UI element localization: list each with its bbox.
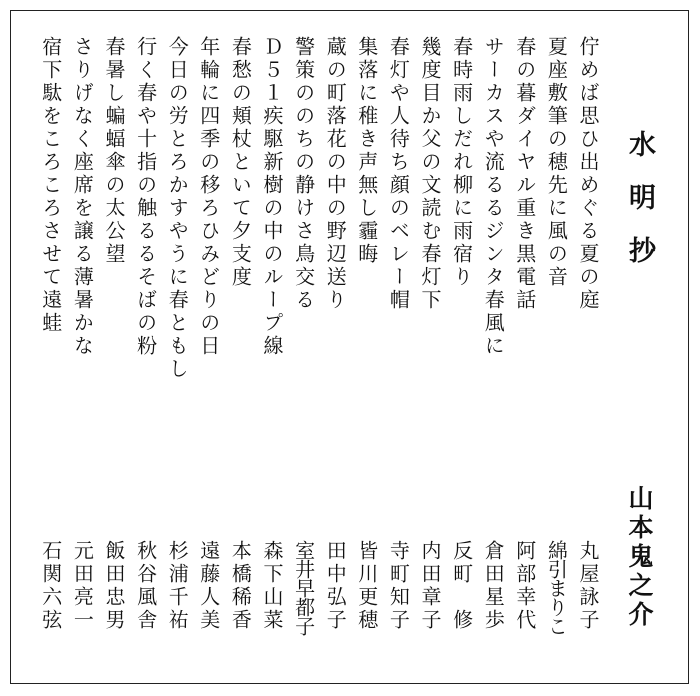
- page-title: 水明抄: [624, 130, 655, 289]
- haiku-line: 春暑し蝙蝠傘の太公望: [102, 36, 126, 266]
- haiku-line: 幾度目か父の文読む春灯下: [418, 36, 442, 312]
- haiku-line: 蔵の町落花の中の野辺送り: [323, 36, 348, 312]
- title-author: 山本鬼之介: [625, 485, 654, 630]
- haiku-author: 倉田星歩: [481, 540, 506, 632]
- haiku-author: 室井早都子: [291, 540, 316, 635]
- haiku-author: 田中弘子: [323, 540, 348, 632]
- haiku-line: 春時雨しだれ柳に雨宿り: [449, 36, 474, 289]
- haiku-author: 元田亮一: [70, 540, 95, 632]
- haiku-author: 森下山菜: [260, 540, 284, 632]
- haiku-line: 夏座敷筆の穂先に風の音: [544, 36, 569, 289]
- haiku-author: 反町 修: [449, 540, 474, 632]
- haiku-author: 綿引まりこ: [544, 540, 569, 635]
- haiku-line: さりげなく座席を譲る薄暑かな: [70, 36, 95, 358]
- haiku-author: 杉浦千祐: [165, 540, 190, 632]
- haiku-line: 年輪に四季の移ろひみどりの日: [196, 36, 221, 358]
- haiku-author: 皆川更穂: [354, 540, 379, 632]
- haiku-line: Ｄ５１疾駆新樹の中のループ線: [260, 36, 284, 358]
- haiku-author: 丸屋詠子: [576, 540, 600, 632]
- haiku-line: 春愁の頬杖といて夕支度: [228, 36, 253, 289]
- haiku-author: 内田章子: [418, 540, 442, 632]
- haiku-author: 阿部幸代: [512, 540, 537, 632]
- haiku-line: 春灯や人待ち顔のベレー帽: [386, 36, 411, 312]
- haiku-author: 本橋稀香: [228, 540, 253, 632]
- haiku-author: 寺町知子: [386, 540, 411, 632]
- haiku-line: サーカスや流るるジンタ春風に: [481, 36, 506, 358]
- haiku-author: 飯田忠男: [102, 540, 126, 632]
- haiku-line: 宿下駄をころころさせて遠蛙: [38, 36, 63, 335]
- haiku-line: 集落に稚き声無し霾晦: [354, 36, 379, 266]
- haiku-line: 行く春や十指の触るるそばの粉: [133, 36, 158, 358]
- haiku-author: 遠藤人美: [196, 540, 221, 632]
- haiku-line: 佇めば思ひ出めぐる夏の庭: [576, 36, 600, 312]
- haiku-author: 石関六弦: [38, 540, 63, 632]
- haiku-line: 春の暮ダイヤル重き黒電話: [512, 36, 537, 312]
- haiku-author: 秋谷風舎: [133, 540, 158, 632]
- haiku-line: 今日の労とろかすやうに春ともし: [165, 36, 190, 381]
- haiku-line: 警策ののちの静けさ鳥交る: [291, 36, 316, 312]
